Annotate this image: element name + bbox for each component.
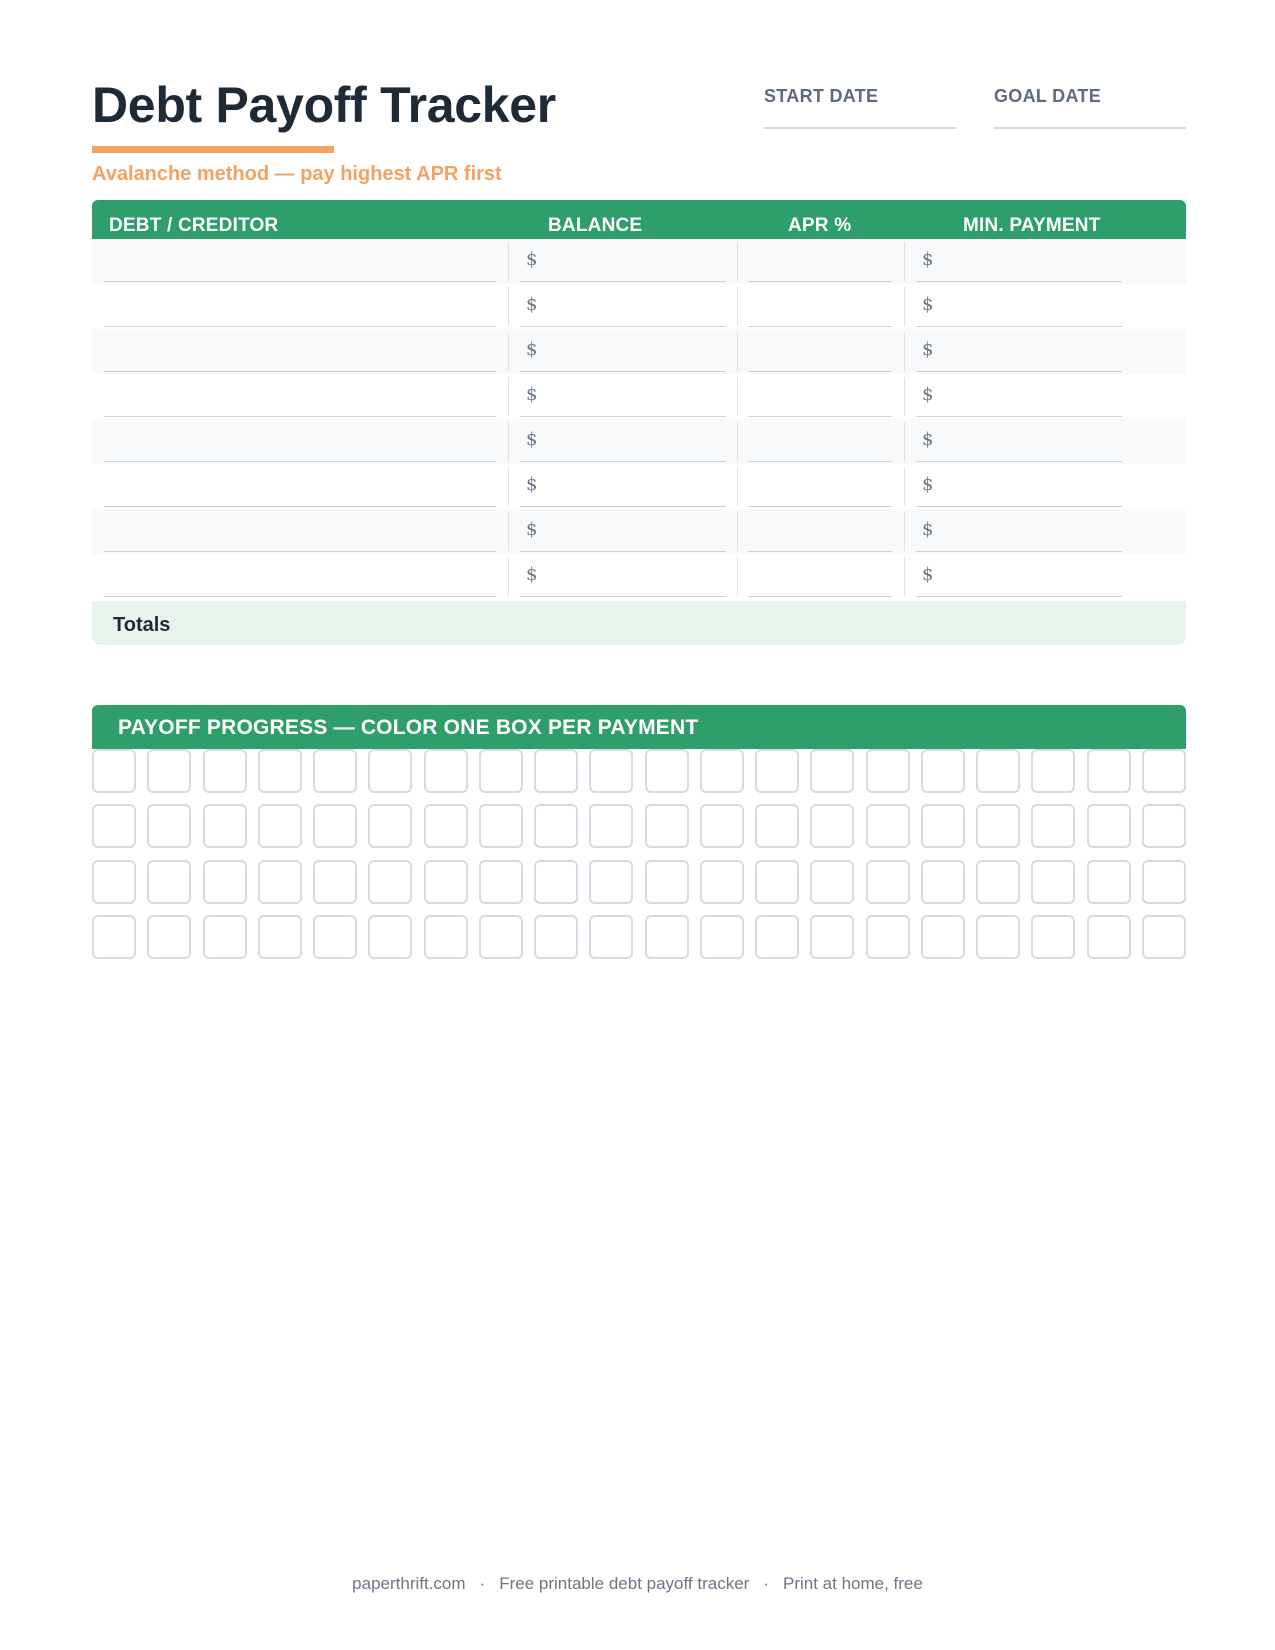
progress-box[interactable] [645,915,689,959]
apr-input[interactable] [748,239,892,284]
write-line [104,281,496,283]
progress-box[interactable] [976,915,1020,959]
column-divider [508,512,509,551]
column-divider [737,557,738,596]
progress-box[interactable] [755,915,799,959]
write-line [748,371,892,373]
column-divider [904,377,905,416]
progress-box[interactable] [258,804,302,848]
write-line [916,596,1122,598]
debt-creditor-input[interactable] [104,374,496,419]
footer-separator: · [479,1574,486,1593]
progress-box[interactable] [479,915,523,959]
column-divider [508,422,509,461]
min-payment-input[interactable] [916,329,1122,374]
table-row [92,239,1186,284]
currency-symbol: $ [526,384,538,405]
currency-symbol: $ [922,474,934,495]
column-divider [737,422,738,461]
progress-box[interactable] [921,749,965,793]
apr-input[interactable] [748,284,892,329]
write-line [104,371,496,373]
progress-title: PAYOFF PROGRESS — COLOR ONE BOX PER PAYMENT [118,716,699,739]
progress-box[interactable] [313,915,357,959]
progress-box[interactable] [1087,804,1131,848]
progress-box[interactable] [700,915,744,959]
progress-box[interactable] [313,804,357,848]
write-line [748,596,892,598]
progress-box[interactable] [424,749,468,793]
progress-box[interactable] [92,749,136,793]
footer [0,1574,1275,1594]
progress-box[interactable] [589,749,633,793]
table-row [92,464,1186,509]
write-line [748,326,892,328]
write-line [520,326,726,328]
column-divider [737,332,738,371]
progress-box[interactable] [866,860,910,904]
currency-symbol: $ [526,429,538,450]
write-line [748,416,892,418]
progress-box[interactable] [1031,915,1075,959]
progress-box[interactable] [203,804,247,848]
progress-box[interactable] [1031,749,1075,793]
progress-box[interactable] [1087,860,1131,904]
balance-input[interactable] [520,509,726,554]
progress-box[interactable] [424,860,468,904]
progress-box[interactable] [810,915,854,959]
progress-box[interactable] [1031,804,1075,848]
progress-box[interactable] [866,915,910,959]
apr-input[interactable] [748,554,892,599]
currency-symbol: $ [526,519,538,540]
progress-box[interactable] [645,804,689,848]
progress-box[interactable] [313,749,357,793]
progress-box[interactable] [921,860,965,904]
write-line [104,326,496,328]
progress-box[interactable] [921,915,965,959]
column-divider [737,287,738,326]
footer-site: paperthrift.com [352,1574,466,1593]
apr-input[interactable] [748,509,892,554]
progress-box[interactable] [976,860,1020,904]
progress-box[interactable] [810,860,854,904]
progress-box[interactable] [368,749,412,793]
progress-box[interactable] [976,804,1020,848]
write-line [916,371,1122,373]
currency-symbol: $ [526,564,538,585]
write-line [748,551,892,553]
column-header-debt: DEBT / CREDITOR [109,215,279,236]
debt-creditor-input[interactable] [104,509,496,554]
progress-box[interactable] [1142,915,1186,959]
progress-box[interactable] [313,860,357,904]
debt-creditor-input[interactable] [104,239,496,284]
progress-box[interactable] [589,804,633,848]
progress-box[interactable] [424,804,468,848]
progress-box[interactable] [479,749,523,793]
goal-date-label: GOAL DATE [994,86,1102,106]
balance-input[interactable] [520,239,726,284]
progress-box[interactable] [534,749,578,793]
progress-box[interactable] [866,804,910,848]
debt-creditor-input[interactable] [104,284,496,329]
column-divider [904,512,905,551]
progress-box[interactable] [534,860,578,904]
debt-creditor-input[interactable] [104,329,496,374]
progress-box[interactable] [589,860,633,904]
progress-box[interactable] [424,915,468,959]
progress-box[interactable] [700,860,744,904]
write-line [520,416,726,418]
goal-date-line[interactable] [994,127,1186,129]
column-divider [508,332,509,371]
column-header-balance: BALANCE [548,215,643,236]
progress-box[interactable] [147,915,191,959]
progress-box[interactable] [755,749,799,793]
min-payment-input[interactable] [916,419,1122,464]
min-payment-input[interactable] [916,374,1122,419]
progress-box[interactable] [976,749,1020,793]
column-divider [904,467,905,506]
column-divider [508,242,509,281]
write-line [520,371,726,373]
debt-creditor-input[interactable] [104,464,496,509]
table-row [92,419,1186,464]
progress-box[interactable] [1142,749,1186,793]
progress-box[interactable] [1087,915,1131,959]
column-divider [737,512,738,551]
write-line [520,551,726,553]
write-line [748,506,892,508]
progress-box[interactable] [534,804,578,848]
progress-box[interactable] [755,860,799,904]
progress-box[interactable] [479,804,523,848]
column-divider [508,287,509,326]
title-underline [92,146,334,153]
progress-box[interactable] [700,749,744,793]
min-payment-input[interactable] [916,239,1122,284]
balance-input[interactable] [520,554,726,599]
debt-table-body [92,239,1186,599]
write-line [520,461,726,463]
currency-symbol: $ [526,339,538,360]
progress-box[interactable] [147,804,191,848]
progress-box[interactable] [645,860,689,904]
currency-symbol: $ [922,294,934,315]
column-divider [508,557,509,596]
progress-box[interactable] [368,804,412,848]
debt-table [92,200,1186,645]
debt-creditor-input[interactable] [104,554,496,599]
debt-creditor-input[interactable] [104,419,496,464]
min-payment-input[interactable] [916,464,1122,509]
currency-symbol: $ [526,249,538,270]
apr-input[interactable] [748,419,892,464]
table-row [92,284,1186,329]
write-line [104,416,496,418]
table-row [92,374,1186,419]
progress-box[interactable] [147,749,191,793]
progress-box[interactable] [1031,860,1075,904]
progress-box[interactable] [1142,860,1186,904]
progress-box[interactable] [203,860,247,904]
progress-box[interactable] [534,915,578,959]
progress-box[interactable] [589,915,633,959]
progress-box[interactable] [258,915,302,959]
column-divider [737,467,738,506]
progress-box[interactable] [147,860,191,904]
progress-box[interactable] [479,860,523,904]
start-date-label: START DATE [764,86,879,106]
write-line [104,461,496,463]
column-header-min-payment: MIN. PAYMENT [963,215,1101,236]
column-divider [904,287,905,326]
table-row [92,509,1186,554]
balance-input[interactable] [520,284,726,329]
write-line [104,551,496,553]
progress-box[interactable] [1142,804,1186,848]
progress-box[interactable] [755,804,799,848]
min-payment-input[interactable] [916,284,1122,329]
balance-input[interactable] [520,464,726,509]
progress-box[interactable] [368,860,412,904]
column-divider [737,377,738,416]
progress-box[interactable] [866,749,910,793]
balance-input[interactable] [520,419,726,464]
write-line [520,596,726,598]
write-line [520,506,726,508]
write-line [748,281,892,283]
write-line [916,326,1122,328]
progress-box[interactable] [258,860,302,904]
write-line [916,281,1122,283]
goal-date-field[interactable] [994,86,1186,129]
column-header-apr: APR % [788,215,852,236]
footer-separator: · [763,1574,769,1593]
min-payment-input[interactable] [916,554,1122,599]
page-subtitle: Avalanche method — pay highest APR first [92,163,502,185]
column-divider [508,377,509,416]
progress-box[interactable] [203,749,247,793]
progress-box[interactable] [92,860,136,904]
balance-input[interactable] [520,374,726,419]
column-divider [508,467,509,506]
column-divider [904,557,905,596]
start-date-field[interactable] [764,86,956,129]
currency-symbol: $ [922,519,934,540]
write-line [916,461,1122,463]
progress-box[interactable] [203,915,247,959]
progress-box[interactable] [810,804,854,848]
column-divider [904,422,905,461]
apr-input[interactable] [748,374,892,419]
totals-row [92,601,1186,645]
currency-symbol: $ [526,474,538,495]
column-divider [904,332,905,371]
write-line [916,506,1122,508]
write-line [520,281,726,283]
currency-symbol: $ [922,564,934,585]
column-divider [737,242,738,281]
table-row [92,329,1186,374]
progress-box[interactable] [921,804,965,848]
write-line [104,596,496,598]
apr-input[interactable] [748,464,892,509]
currency-symbol: $ [922,249,934,270]
totals-label: Totals [113,614,171,636]
currency-symbol: $ [922,384,934,405]
column-divider [904,242,905,281]
write-line [916,416,1122,418]
footer-note: Print at home, free [783,1574,923,1593]
progress-box[interactable] [645,749,689,793]
progress-box[interactable] [92,804,136,848]
progress-box[interactable] [1087,749,1131,793]
debt-table-header [92,200,1186,239]
currency-symbol: $ [526,294,538,315]
progress-box[interactable] [810,749,854,793]
progress-box[interactable] [700,804,744,848]
page-title: Debt Payoff Tracker [92,77,556,133]
footer-tagline: Free printable debt payoff tracker [499,1574,750,1593]
currency-symbol: $ [922,429,934,450]
progress-box[interactable] [92,915,136,959]
write-line [748,461,892,463]
balance-input[interactable] [520,329,726,374]
write-line [916,551,1122,553]
progress-header [92,705,1186,749]
apr-input[interactable] [748,329,892,374]
progress-box[interactable] [368,915,412,959]
currency-symbol: $ [922,339,934,360]
progress-box[interactable] [258,749,302,793]
write-line [104,506,496,508]
start-date-line[interactable] [764,127,956,129]
min-payment-input[interactable] [916,509,1122,554]
table-row [92,554,1186,599]
